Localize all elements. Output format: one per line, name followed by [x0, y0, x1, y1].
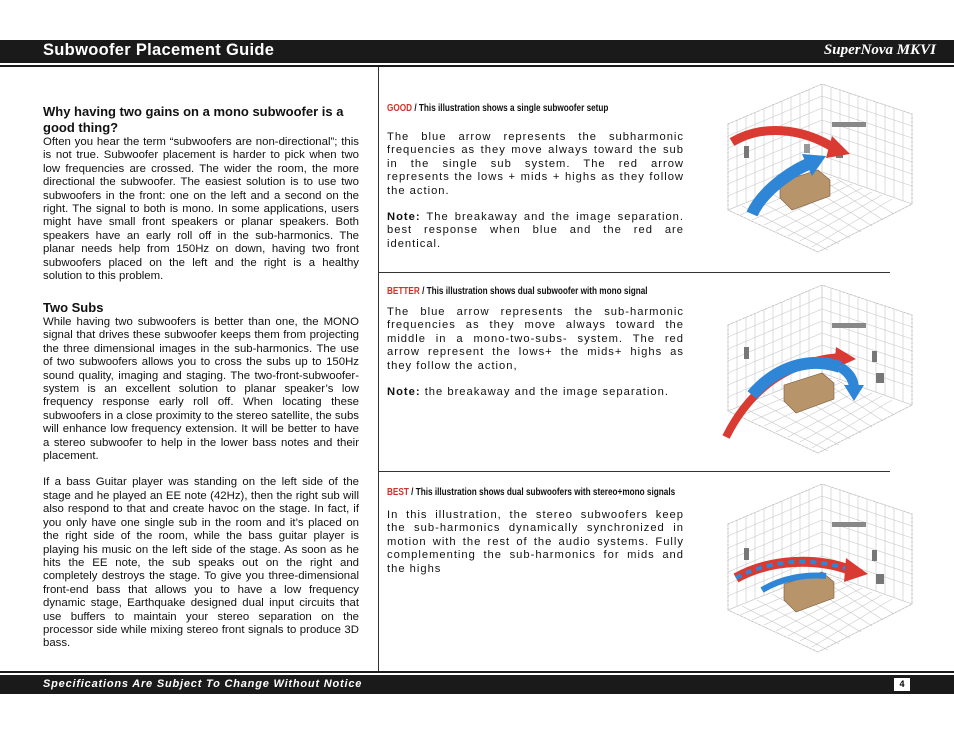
better-tag: BETTER — [387, 286, 420, 297]
caption-text: / This illustration shows a single subwoofer setup — [412, 103, 609, 114]
good-tag: GOOD — [387, 103, 413, 114]
brand-name: SuperNova MKVI — [823, 42, 936, 58]
header-rule — [0, 65, 954, 67]
description-text: The blue arrow represents the sub-harmonic frequencies as they move always toward the middle in a mono-two-subs- system. The red arrow represent the lows+ the mids+ highs as they follow the action, — [387, 306, 684, 372]
better-illustration — [722, 285, 914, 460]
better-caption — [387, 286, 648, 297]
separator — [379, 471, 890, 472]
note-label: Note: — [387, 211, 421, 224]
section-heading: Why having two gains on a mono subwoofer is a good thing? — [43, 104, 344, 135]
section-body: If a bass Guitar player was standing on the left side of the stage and he played an EE note (42Hz), then the right sub will also respond to that and create havoc on the stage. In fact, if you only have one single sub in the room and it’s placed on the right side of the room, while the bass guitar player is playing his music on the left side of the stage. As soon as he hits the EE note, the sub speaks out on the right and completely destroys the stage. To give you three-dimensional front-end bass that allows you to have a low frequency dynamic stage, Earthquake designed dual input circuits that use buffers to maintain your stereo separation on the processor side while mixing stereo front signals to produce 3D bass. — [43, 476, 359, 650]
best-tag: BEST — [387, 487, 409, 498]
note-text: The breakaway and the image separation. best response when blue and the red are identical. — [387, 211, 684, 250]
column-divider — [378, 67, 379, 671]
section-heading: Two Subs — [43, 300, 104, 315]
section-body: While having two subwoofers is better than one, the MONO signal that drives these subwoofer keeps them from projecting the three dimensional images in the sub-harmonics. The use of two subwoofers allows you to cross the subs up to 150Hz sound quality, imaging and staging. The two-front-subwoofer-system is an excellent solution to planar speaker’s low frequency response early roll off. When locating these subwoofers in a close proximity to the stereo satellite, the subs will enhance low frequency extension. It will be better to have a stereo subwoofer to help in the lower bass notes and their placement. — [43, 316, 359, 463]
note — [387, 211, 684, 251]
note — [387, 386, 684, 399]
footer-bar — [0, 675, 954, 694]
caption-text: / This illustration shows dual subwoofer with mono signal — [419, 286, 648, 297]
good-caption — [387, 103, 608, 114]
separator — [379, 272, 890, 273]
section-body: Often you hear the term “subwoofers are non-directional”; this is not true. Subwoofer placement is harder to pick when two low frequencies are crossed. The wider the room, the more directional the subwoofer. The easiest solution is to use two subwoofers in the front: one on the left and a second on the right. The signal to both is mono. In some applications, users might have small front speakers or planar speakers. Both speakers have an early roll off in the sub-harmonics. The planar needs help from 150Hz on down, having two front subwoofers placed on the left and the right is a healthy solution to this problem. — [43, 136, 359, 283]
section-two-gains — [43, 104, 359, 283]
best-description — [387, 509, 684, 576]
footer-rule — [0, 671, 954, 673]
caption-text: / This illustration shows dual subwoofers with stereo+mono signals — [408, 487, 676, 498]
good-description — [387, 131, 684, 251]
page-title: Subwoofer Placement Guide — [43, 41, 275, 59]
page-number: 4 — [894, 678, 910, 691]
best-illustration — [722, 484, 914, 659]
description-text: In this illustration, the stereo subwoofers keep the sub-harmonics dynamically synchronized in motion with the rest of the audio systems. Fully complementing the sub-harmonics for mids and the highs — [387, 509, 684, 575]
description-text: The blue arrow represents the subharmonic frequencies as they move always toward the sub in the single sub system. The red arrow represents the lows + mids + highs as they follow the action. — [387, 131, 684, 197]
footer-notice: Specifications Are Subject To Change Without Notice — [43, 678, 363, 690]
good-illustration — [722, 84, 914, 259]
section-two-subs — [43, 300, 359, 651]
better-description — [387, 306, 684, 399]
header-bar — [0, 40, 954, 63]
note-text: the breakaway and the image separation. — [420, 386, 669, 399]
best-caption — [387, 487, 675, 498]
note-label: Note: — [387, 386, 421, 399]
